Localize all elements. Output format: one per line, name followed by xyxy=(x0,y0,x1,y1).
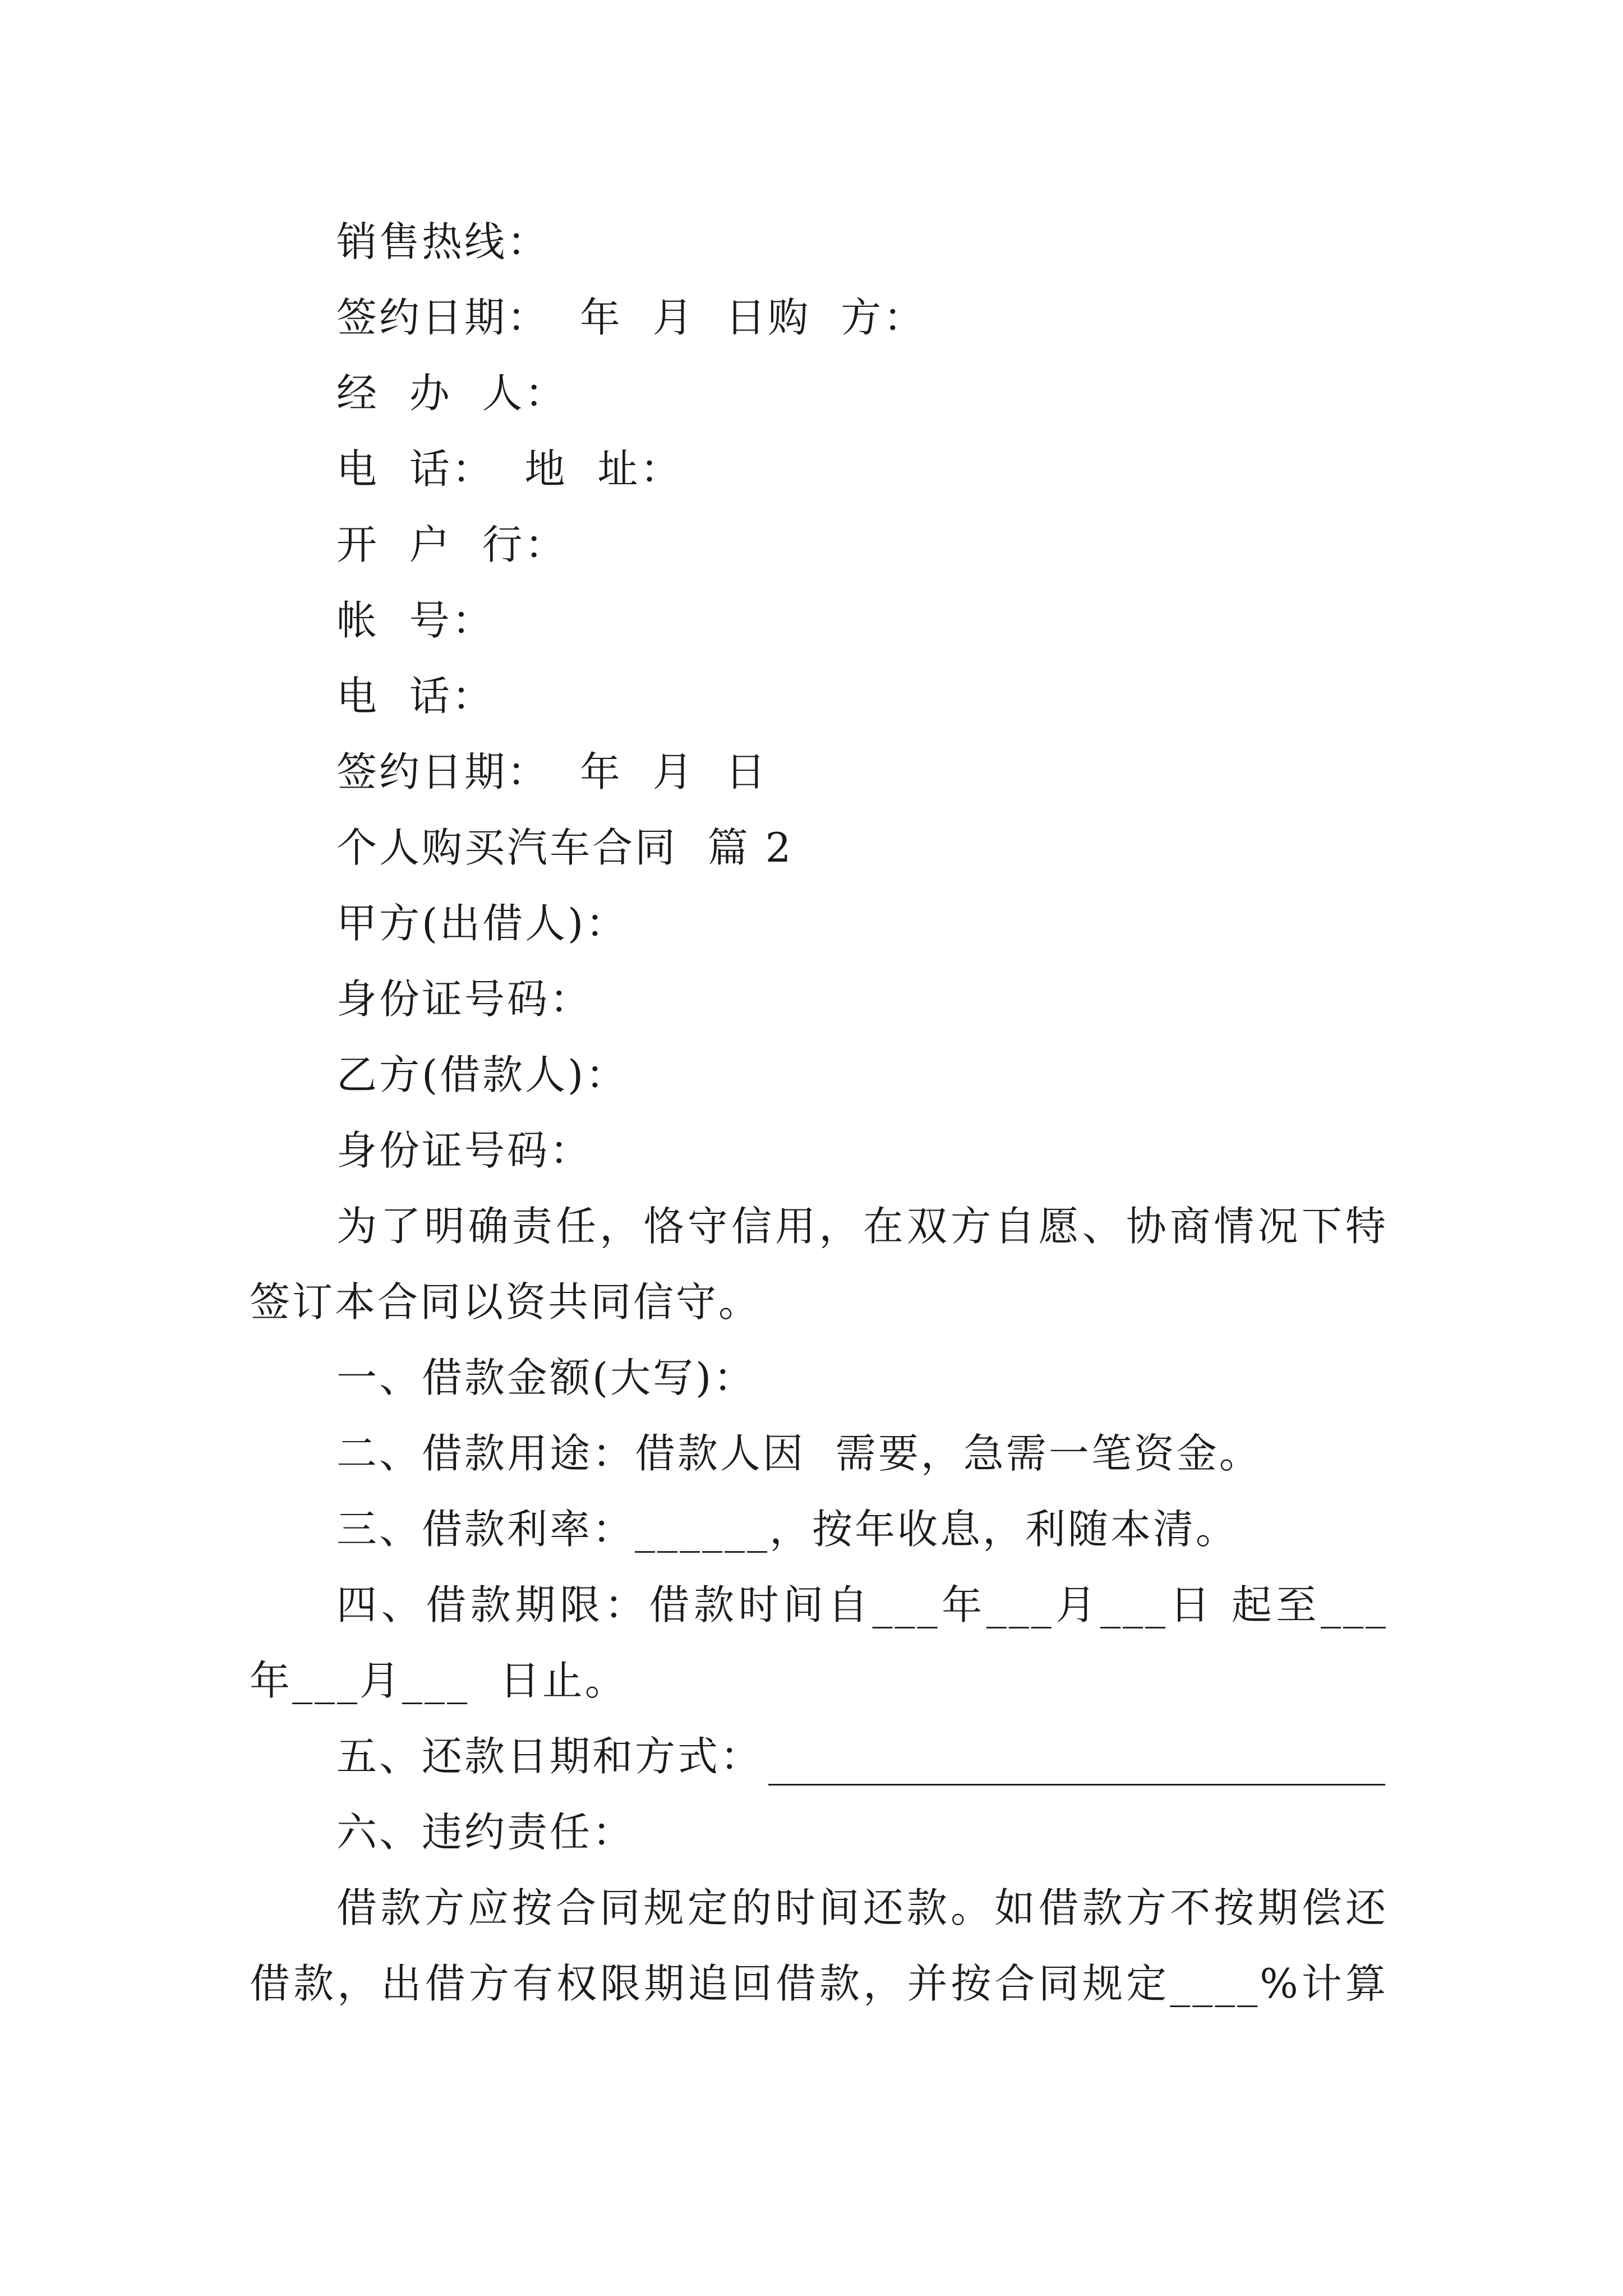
clause-3-rate: 三、借款利率：______，按年收息，利随本清。 xyxy=(336,1506,1239,1553)
party-b-id-line: 身份证号码： xyxy=(336,1127,593,1174)
paragraph-intro-line-1: 为了明确责任，恪守信用，在双方自愿、协商情况下特 xyxy=(336,1203,1388,1250)
account-line: 帐 号： xyxy=(336,597,495,644)
clause-2-purpose: 二、借款用途：借款人因 需要，急需一笔资金。 xyxy=(336,1430,1262,1477)
signing-date-line: 签约日期： 年 月 日 xyxy=(336,748,768,795)
signing-date-buyer-line: 签约日期： 年 月 日购 方： xyxy=(336,294,926,341)
liability-paragraph-line-1: 借款方应按合同规定的时间还款。如借款方不按期偿还 xyxy=(336,1884,1388,1931)
clause-5-repayment: 五、还款日期和方式： xyxy=(336,1733,763,1780)
clause-4-term-line-2: 年___月___ 日止。 xyxy=(250,1657,628,1704)
sales-hotline-line: 销售热线： xyxy=(336,218,550,265)
party-a-line: 甲方(出借人)： xyxy=(336,900,629,947)
phone-line: 电 话： xyxy=(336,673,495,720)
party-b-line: 乙方(借款人)： xyxy=(336,1051,629,1098)
clause-4-term-line-1: 四、借款期限：借款时间自___年___月___日 起至___ xyxy=(336,1581,1388,1628)
bank-line: 开 户 行： xyxy=(336,521,568,568)
paragraph-intro-line-2: 签订本合同以资共同信守。 xyxy=(250,1278,762,1326)
phone-address-line: 电 话： 地 址： xyxy=(336,445,683,493)
clause-1-amount: 一、借款金额(大写)： xyxy=(336,1354,757,1401)
party-a-id-line: 身份证号码： xyxy=(336,976,593,1023)
repayment-blank-line xyxy=(768,1784,1385,1786)
handler-line: 经 办 人： xyxy=(336,370,568,417)
clause-6-liability: 六、违约责任： xyxy=(336,1809,635,1856)
liability-paragraph-line-2: 借款，出借方有权限期追回借款，并按合同规定____%计算 xyxy=(250,1960,1388,2007)
section-heading: 个人购买汽车合同 篇 2 xyxy=(336,824,794,871)
